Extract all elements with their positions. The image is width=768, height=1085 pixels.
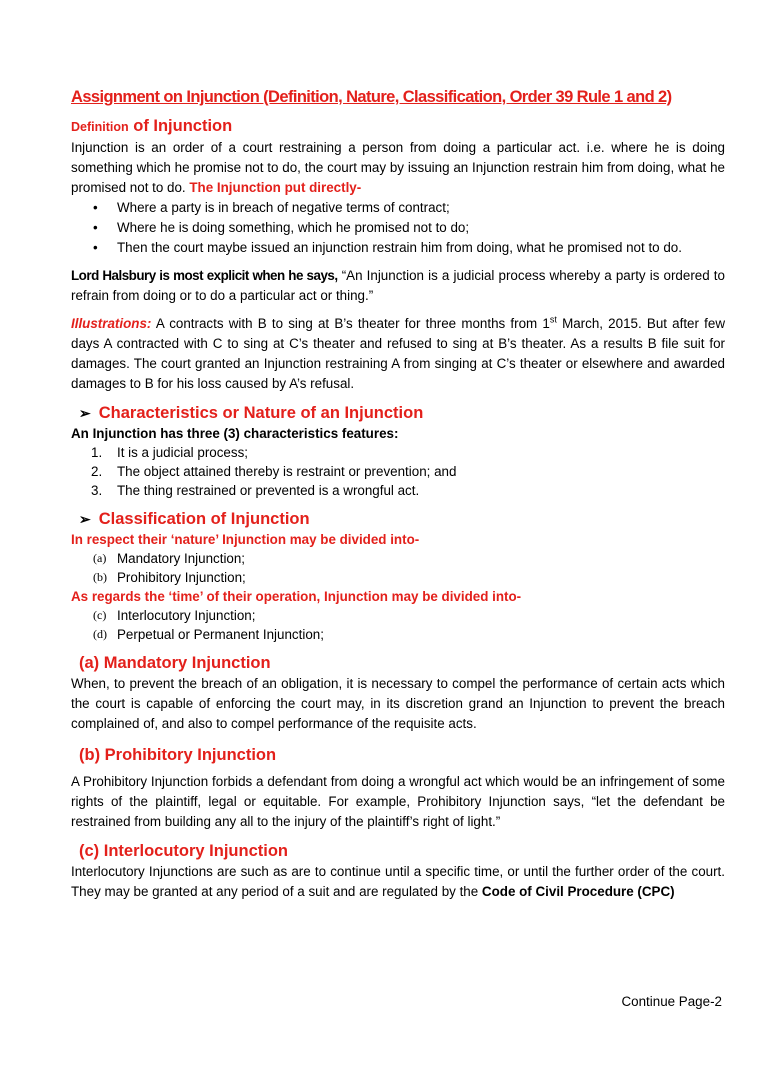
arrow-right-icon: ➢ [79, 405, 91, 421]
document-body [71, 88, 725, 902]
definition-bullet-list [71, 198, 725, 258]
list-item: • Then the court maybe issued an injunction restrain him from doing, what he promised not to do. [117, 238, 725, 258]
classification-time-intro: As regards the ‘time’ of their operation, Injunction may be divided into- [71, 589, 522, 604]
time-list [71, 606, 725, 644]
bullet-icon: • [93, 200, 98, 215]
interlocutory-heading: (c) Interlocutory Injunction [79, 842, 288, 860]
classification-nature-intro: In respect their ‘nature’ Injunction may be divided into- [71, 532, 420, 547]
illustration-label: Illustrations: [71, 316, 152, 331]
mandatory-paragraph: When, to prevent the breach of an obligation, it is necessary to compel the performance of certain acts which the court is capable of enforcing the court may, in its discretion grand an Injunction to prevent the breach complained of, and also to compel performance of the requisite acts. [71, 676, 725, 731]
interlocutory-paragraph: Interlocutory Injunctions are such as are to continue until a specific time, or until the further order of the court. They may be granted at any period of a suit and are regulated by the Code of Civil Procedure (CPC) [71, 864, 725, 899]
list-item: 2. The object attained thereby is restraint or prevention; and [91, 464, 457, 479]
definition-heading: Definition of Injunction [71, 117, 233, 135]
list-item: (d) Perpetual or Permanent Injunction; [93, 627, 324, 642]
list-item: • Where he is doing something, which he promised not to do; [117, 218, 725, 238]
footer-continue-note: Continue Page-2 [621, 994, 722, 1009]
list-item: (a) Mandatory Injunction; [93, 551, 246, 566]
nature-list [71, 549, 725, 587]
illustration-paragraph: Illustrations: A contracts with B to sing at B’s theater for three months from 1st March, 2015. But after few days A contracted with C to sing at C’s theater and refused to sing at B’s theater. As a results B file suit for damages. The court granted an Injunction restraining A from singing at C’s theater or elsewhere and awarded damages to B for his loss caused by A’s refusal. [71, 314, 725, 391]
mandatory-heading: (a) Mandatory Injunction [79, 654, 271, 672]
definition-red-tail: The Injunction put directly- [189, 180, 362, 195]
arrow-right-icon: ➢ [79, 511, 91, 527]
classification-heading: ➢ Classification of Injunction [79, 510, 310, 528]
prohibitory-paragraph: A Prohibitory Injunction forbids a defendant from doing a wrongful act which would be an infringement of some rights of the plaintiff, legal or equitable. For example, Prohibitory Injunction says, “let the defendant be restrained from building any all to the injury of the plaintiff’s right of light.” [71, 774, 725, 829]
characteristics-list [71, 443, 725, 500]
document-title: Assignment on Injunction (Definition, Nature, Classification, Order 39 Rule 1 and 2) [71, 88, 672, 106]
characteristics-heading: ➢ Characteristics or Nature of an Injunction [79, 404, 424, 422]
list-item: 1. It is a judicial process; [91, 445, 248, 460]
characteristics-intro: An Injunction has three (3) characteristics features: [71, 426, 399, 441]
prohibitory-heading: (b) Prohibitory Injunction [79, 746, 277, 764]
definition-paragraph: Injunction is an order of a court restraining a person from doing a particular act. i.e. where he is doing something which he promise not to do, the court may by issuing an Injunction restrain him from doing, what he promised not to do. The Injunction put directly- [71, 140, 725, 195]
list-item: • Where a party is in breach of negative terms of contract; [117, 198, 725, 218]
list-item: 3. The thing restrained or prevented is a wrongful act. [91, 483, 420, 498]
list-item: (c) Interlocutory Injunction; [93, 608, 256, 623]
list-item: (b) Prohibitory Injunction; [93, 570, 246, 585]
halsbury-paragraph: Lord Halsbury is most explicit when he says, “An Injunction is a judicial process whereby a party is ordered to refrain from doing or to do a particular act or thing.” [71, 268, 725, 303]
bullet-icon: • [93, 240, 98, 255]
bullet-icon: • [93, 220, 98, 235]
